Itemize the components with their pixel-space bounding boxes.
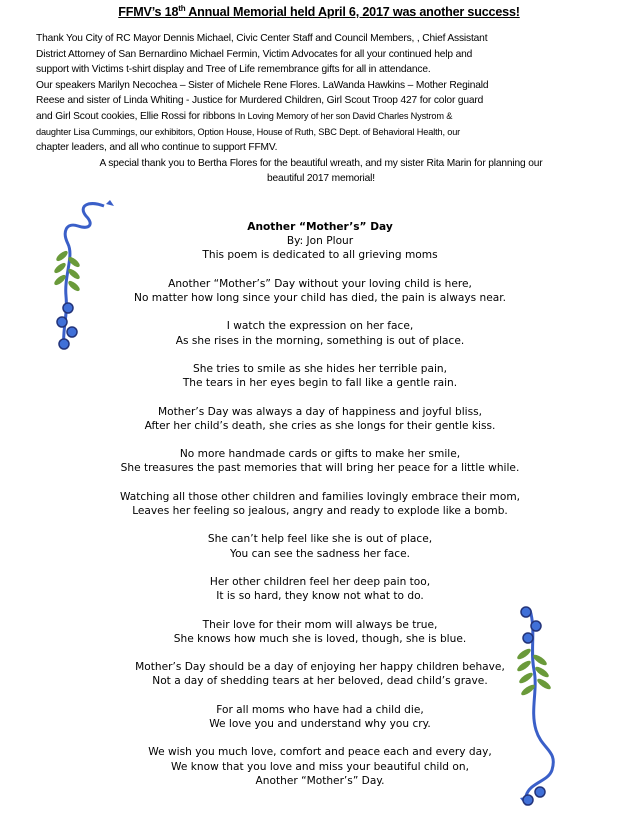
special-thanks-line-2: beautiful 2017 memorial! [267, 173, 375, 185]
poem-stanza [60, 703, 580, 731]
poem-stanza [60, 660, 580, 688]
poem-line: She tries to smile as she hides her terrible pain, [193, 362, 447, 375]
thanks-line-3: support with Victims t-shirt display and Tree of Life remembrance gifts for all in attendance. [36, 64, 431, 76]
poem-line: We love you and understand why you cry. [209, 717, 431, 730]
poem [60, 220, 580, 802]
thanks-line-4: Our speakers Marilyn Necochea – Sister of Michele Rene Flores. LaWanda Hawkins – Mother Reginald [36, 79, 489, 91]
poem-stanza [60, 362, 580, 390]
poem-line: After her child’s death, she cries as she longs for their gentle kiss. [144, 419, 496, 432]
poem-line: No matter how long since your child has died, the pain is always near. [134, 292, 506, 304]
poem-stanza [60, 447, 580, 475]
acknowledgements [36, 31, 606, 187]
poem-stanza [60, 277, 580, 305]
poem-dedication: This poem is dedicated to all grieving moms [202, 249, 438, 262]
poem-stanza [60, 532, 580, 560]
poem-author: By: Jon Plour [286, 235, 354, 248]
thanks-line-6-small: In Loving Memory of her son David Charles Nystrom & [237, 110, 453, 121]
headline-text-rest: Annual Memorial held April 6, 2017 was another success! [185, 5, 520, 19]
poem-title: Another “Mother’s” Day [247, 221, 393, 233]
poem-line: Watching all those other children and families lovingly embrace their mom, [119, 490, 521, 503]
poem-line: No more handmade cards or gifts to make her smile, [179, 448, 461, 461]
poem-line: It is so hard, they know not what to do. [216, 590, 424, 603]
thanks-line-6 [36, 109, 606, 125]
headline-text: FFMV’s 18 [118, 5, 179, 19]
poem-line: Her other children feel her deep pain too, [209, 575, 431, 588]
thanks-line-2: District Attorney of San Bernardino Michael Fermin, Victim Advocates for all your continued help and [36, 48, 473, 60]
poem-line: You can see the sadness her face. [230, 547, 410, 560]
poem-line: Not a day of shedding tears at her beloved, dead child’s grave. [152, 675, 488, 688]
poem-line: Mother’s Day should be a day of enjoying her happy children behave, [135, 661, 505, 674]
poem-line: We wish you much love, comfort and peace each and every day, [148, 746, 492, 759]
poem-stanza [60, 490, 580, 518]
thanks-line-1: Thank You City of RC Mayor Dennis Michael, Civic Center Staff and Council Members, , Chief Assistant [36, 33, 488, 44]
special-thanks-line-1: A special thank you to Bertha Flores for the beautiful wreath, and my sister Rita Marin for planning our [99, 157, 543, 169]
poem-stanza [60, 405, 580, 433]
poem-stanza [60, 575, 580, 603]
thanks-line-5: Reese and sister of Linda Whiting - Justice for Murdered Children, Girl Scout Troop 427 for color guard [36, 95, 484, 107]
poem-stanza [60, 319, 580, 347]
poem-line: She can’t help feel like she is out of place, [207, 533, 433, 546]
poem-line: Another “Mother’s” Day without your loving child is here, [168, 277, 472, 290]
poem-line: She knows how much she is loved, though, she is blue. [173, 632, 467, 645]
poem-line: The tears in her eyes begin to fall like a gentle rain. [182, 377, 458, 390]
poem-line: For all moms who have had a child die, [216, 703, 424, 716]
thanks-line-7: daughter Lisa Cummings, our exhibitors, Option House, House of Ruth, SBC Dept. of Behavioral Health, our [36, 126, 461, 137]
poem-stanza [60, 745, 580, 788]
poem-line: Their love for their mom will always be true, [202, 618, 438, 631]
poem-line: We know that you love and miss your beautiful child on, [171, 760, 469, 773]
headline-superscript: th [178, 3, 186, 13]
poem-line: I watch the expression on her face, [226, 320, 414, 333]
poem-stanzas [60, 277, 580, 788]
poem-line: Another “Mother’s” Day. [255, 774, 385, 787]
poem-line: She treasures the past memories that will bring her peace for a little while. [120, 462, 520, 475]
thanks-line-8: chapter leaders, and all who continue to support FFMV. [36, 142, 278, 154]
thanks-line-6-main: and Girl Scout cookies, Ellie Rossi for ribbons [36, 110, 238, 122]
page-headline [0, 5, 638, 19]
poem-line: As she rises in the morning, something is out of place. [175, 334, 465, 347]
poem-line: Mother’s Day was always a day of happiness and joyful bliss, [158, 405, 482, 418]
poem-line: Leaves her feeling so jealous, angry and ready to explode like a bomb. [132, 504, 508, 517]
poem-stanza [60, 618, 580, 646]
